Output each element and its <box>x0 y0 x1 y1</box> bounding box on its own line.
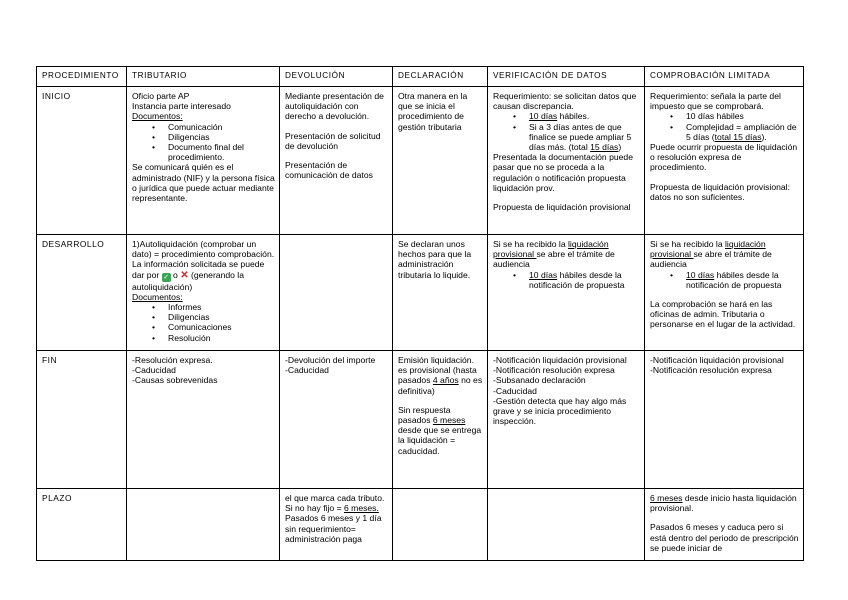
bullet-list <box>493 270 640 290</box>
list-item <box>686 270 799 290</box>
text: -Subsanado declaración <box>493 375 586 386</box>
row-label-inicio: INICIO <box>37 87 127 235</box>
row-label-plazo: PLAZO <box>37 489 127 561</box>
text: 10 días <box>529 269 558 280</box>
text <box>398 405 483 456</box>
text: Presentación de solicitud de devolución <box>285 130 381 151</box>
text: Otra manera en la que se inicia el procedimiento de gestión tributaria <box>398 91 468 132</box>
text: Se declaran unos hechos para que la administración tributaria lo liquide. <box>398 239 472 280</box>
text: 4 años <box>432 375 459 386</box>
plazo-declaracion <box>393 489 488 561</box>
text: -Notificación resolución expresa <box>493 365 615 376</box>
desarrollo-devolucion <box>280 235 393 351</box>
fin-verificacion <box>488 351 645 489</box>
list-item: • Comunicaciones <box>168 322 275 332</box>
fin-devolucion <box>280 351 393 489</box>
procedures-table <box>36 66 804 561</box>
text: (generando la autoliquidación) <box>132 269 245 292</box>
text: -Caducidad <box>493 385 537 396</box>
plazo-tributario <box>127 489 280 561</box>
text: Requerimiento: señala la parte del impuesto que se comprobará. <box>650 91 781 112</box>
list-item: • Informes <box>168 302 275 312</box>
row-label-desarrollo: DESARROLLO <box>37 235 127 351</box>
list-item: • Comunicación <box>168 122 275 132</box>
text <box>132 239 275 292</box>
list-item: • Documento final del procedimiento. <box>168 142 275 162</box>
header-verificacion: VERIFICACIÓN DE DATOS <box>488 67 645 87</box>
desarrollo-declaracion <box>393 235 488 351</box>
text: no es definitiva) <box>398 375 483 396</box>
text: -Gestión detecta que hay algo más grave y se inicia procedimiento inspección. <box>493 395 627 427</box>
text: Si se ha recibido la <box>650 239 725 249</box>
text: 6 meses <box>650 493 683 503</box>
list-item <box>529 270 640 290</box>
text: Se comunicará quién es el administrado (NIF) y la persona física o jurídica que puede actuar mediante representante. <box>132 162 275 204</box>
text: Si se ha recibido la <box>493 239 568 249</box>
text: -Notificación liquidación provisional <box>650 355 784 365</box>
text: La comprobación se hará en las oficinas de admin. Tributaria o personarse en el lugar de la actividad. <box>650 299 796 330</box>
text: el que marca cada tributo. <box>285 493 385 503</box>
text: -Caducidad <box>132 365 176 376</box>
fin-comprobacion <box>645 351 804 489</box>
text: Complejidad = ampliación de 5 días ( <box>686 121 797 142</box>
text: -Causas sobrevenidas <box>132 375 218 386</box>
text: desde que se entrega la liquidación = caducidad. <box>398 425 482 456</box>
text: Requerimiento: se solicitan datos que causan discrepancia. <box>493 91 637 112</box>
row-desarrollo <box>37 235 804 351</box>
text: ) <box>618 142 622 153</box>
fin-tributario <box>127 351 280 489</box>
text: ). <box>761 131 767 142</box>
text: Oficio parte AP <box>132 91 190 101</box>
text: hábiles. <box>557 111 590 122</box>
list-item <box>529 111 640 121</box>
plazo-verificacion <box>488 489 645 561</box>
docs-label: Documentos: <box>132 291 183 302</box>
header-tributario: TRIBUTARIO <box>127 67 280 87</box>
header-declaracion: DECLARACIÓN <box>393 67 488 87</box>
inicio-declaracion <box>393 87 488 235</box>
text: o <box>170 269 181 280</box>
text: 10 días <box>529 111 558 122</box>
text: -Resolución expresa. <box>132 355 213 365</box>
text: Puede ocurrir propuesta de liquidación o resolución expresa de procedimiento. <box>650 142 798 173</box>
text: 6 meses. <box>344 503 379 514</box>
text: liquidación provisional <box>650 239 766 260</box>
text: -Notificación resolución expresa <box>650 365 772 376</box>
text: 1)Autoliquidación (comprobar un dato) = procedimiento comprobación. La información solicitada se puede dar por <box>132 239 275 280</box>
text: Pasados 6 meses y caduca pero si está dentro del periodo de prescripción se puede iniciar de <box>650 522 799 553</box>
text: Si a 3 días antes de que finalice se puede ampliar 5 días más. (total <box>529 121 632 153</box>
text: hábiles desde la notificación de propuesta <box>529 269 625 290</box>
text: -Devolución del importe <box>285 355 376 365</box>
row-label-fin: FIN <box>37 351 127 489</box>
text: se abre el trámite de audiencia <box>650 249 772 270</box>
header-comprobacion: COMPROBACIÓN LIMITADA <box>645 67 804 87</box>
header-row <box>37 67 804 87</box>
list-item <box>529 122 640 153</box>
plazo-devolucion <box>280 489 393 561</box>
row-plazo <box>37 489 804 561</box>
text: 10 días <box>686 269 715 280</box>
list-item: • Diligencias <box>168 312 275 322</box>
text: total 15 días <box>714 131 762 142</box>
fin-declaracion <box>393 351 488 489</box>
text <box>650 239 799 270</box>
bullet-list <box>650 111 799 142</box>
desarrollo-verificacion <box>488 235 645 351</box>
text: Si no hay fijo = <box>285 503 344 514</box>
docs-label: Documentos: <box>132 111 183 122</box>
text: Mediante presentación de autoliquidación con derecho a devolución. <box>285 91 384 122</box>
text: Presentación de comunicación de datos <box>285 160 373 181</box>
text: 15 días <box>590 142 619 153</box>
list-item <box>686 122 799 142</box>
list-item: • 10 días hábiles <box>686 111 799 121</box>
header-procedimiento: PROCEDIMIENTO <box>37 67 127 87</box>
desarrollo-comprobacion <box>645 235 804 351</box>
row-inicio <box>37 87 804 235</box>
text: 6 meses <box>432 415 466 426</box>
text: Instancia parte interesado <box>132 101 231 112</box>
text: se abre el trámite de audiencia <box>493 249 615 270</box>
inicio-comprobacion <box>645 87 804 235</box>
text: liquidación provisional <box>493 239 609 260</box>
text: desde inicio hasta liquidación provisional. <box>650 493 797 514</box>
text: -Caducidad <box>285 365 329 376</box>
list-item: • Diligencias <box>168 132 275 142</box>
inicio-devolucion <box>280 87 393 235</box>
docs-list <box>132 302 275 343</box>
text: Pasados 6 meses y 1 día sin requerimiento= administración paga <box>285 513 382 544</box>
text: Emisión liquidación. es provisional (hasta pasados <box>398 355 477 386</box>
text: Propuesta de liquidación provisional <box>493 202 631 213</box>
inicio-tributario <box>127 87 280 235</box>
text: Propuesta de liquidación provisional: datos no son suficientes. <box>650 181 790 202</box>
header-devolucion: DEVOLUCIÓN <box>280 67 393 87</box>
list-item: • Resolución <box>168 333 275 343</box>
text <box>285 503 388 513</box>
cross-icon: ✕ <box>180 269 189 281</box>
text: hábiles desde la notificación de propuesta <box>686 269 782 290</box>
inicio-verificacion <box>488 87 645 235</box>
desarrollo-tributario <box>127 235 280 351</box>
text <box>650 493 799 513</box>
plazo-comprobacion <box>645 489 804 561</box>
docs-list <box>132 122 275 163</box>
bullet-list <box>493 111 640 152</box>
text: Presentada la documentación puede pasar que no se proceda a la regulación o notificación propuesta liquidación prov. <box>493 152 633 193</box>
text: -Notificación liquidación provisional <box>493 355 627 365</box>
text <box>398 355 483 396</box>
text <box>493 239 640 270</box>
row-fin <box>37 351 804 489</box>
bullet-list <box>650 270 799 290</box>
text: Sin respuesta pasados <box>398 404 451 426</box>
check-icon: ✓ <box>163 273 170 281</box>
